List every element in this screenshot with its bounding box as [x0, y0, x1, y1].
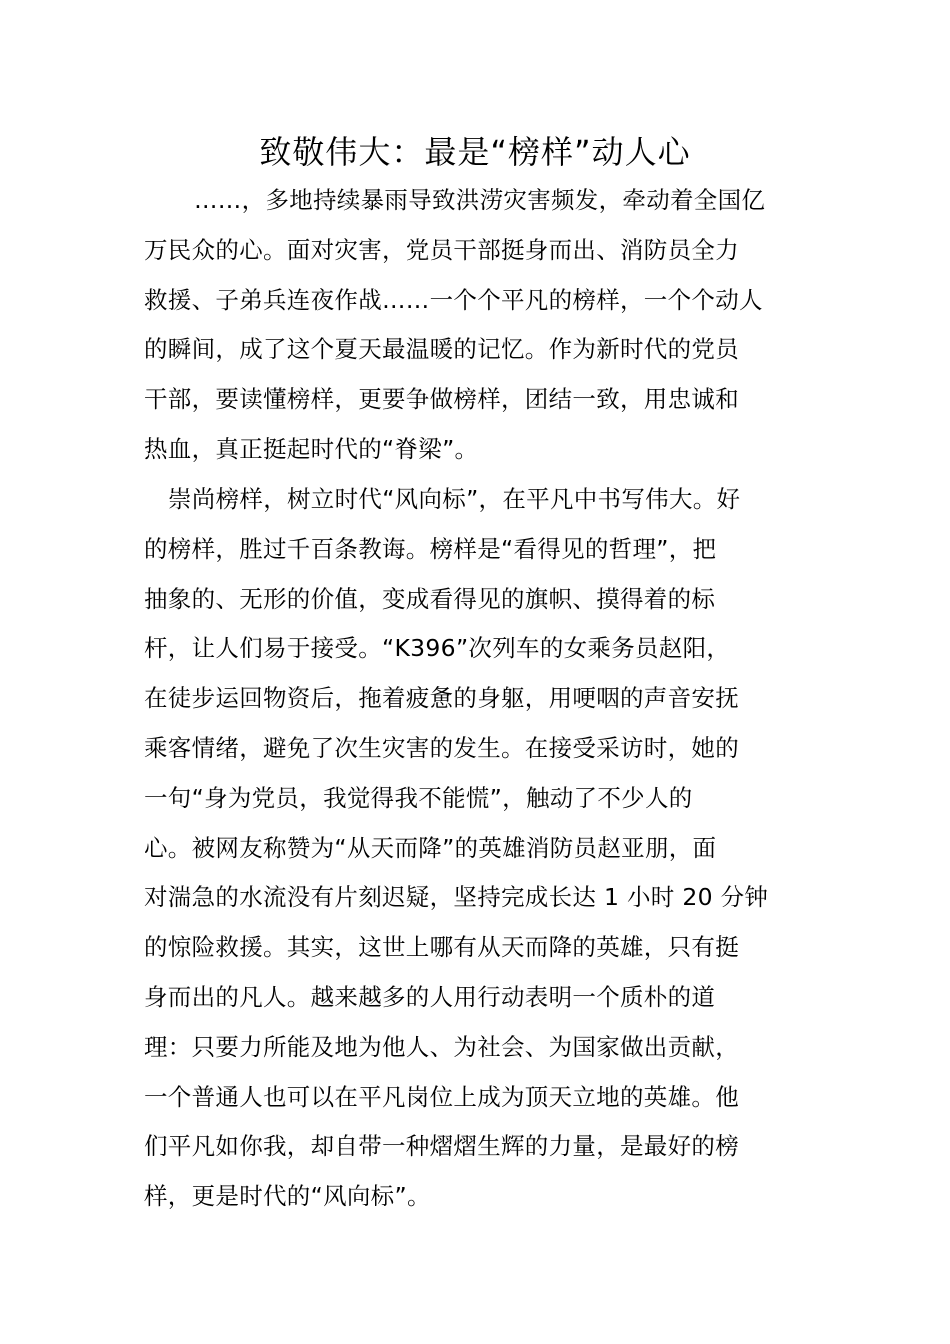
paragraph-line: 一个普通人也可以在平凡岗位上成为顶天立地的英雄。他 — [144, 1082, 739, 1111]
paragraph-line: 在徒步运回物资后，拖着疲惫的身躯，用哽咽的声音安抚 — [144, 684, 739, 713]
paragraph-line: 理：只要力所能及地为他人、为社会、为国家做出贡献， — [144, 1032, 739, 1061]
paragraph-line: 杆，让人们易于接受。“K396”次列车的女乘务员赵阳， — [144, 634, 731, 663]
paragraph-line: 乘客情绪，避免了次生灾害的发生。在接受采访时，她的 — [144, 733, 739, 762]
paragraph-2 — [144, 475, 806, 1222]
paragraph-line: 救援、子弟兵连夜作战……一个个平凡的榜样，一个个动人 — [144, 285, 763, 314]
paragraph-line: 干部，要读懂榜样，更要争做榜样，团结一致，用忠诚和 — [144, 385, 739, 414]
paragraph-1 — [144, 176, 806, 475]
paragraph-line: 心。被网友称赞为“从天而降”的英雄消防员赵亚朋，面 — [144, 833, 717, 862]
paragraph-line: 万民众的心。面对灾害，党员干部挺身而出、消防员全力 — [144, 235, 739, 264]
paragraph-line: 的瞬间，成了这个夏天最温暖的记忆。作为新时代的党员 — [144, 335, 739, 364]
paragraph-line: 热血，真正挺起时代的“脊梁”。 — [144, 434, 479, 463]
paragraph-line: 对湍急的水流没有片刻迟疑，坚持完成长达 1 小时 20 分钟 — [144, 883, 769, 912]
paragraph-line: ……，多地持续暴雨导致洪涝灾害频发，牵动着全国亿 — [194, 186, 766, 214]
paragraph-line: 身而出的凡人。越来越多的人用行动表明一个质朴的道 — [144, 982, 716, 1011]
paragraph-line: 抽象的、无形的价值，变成看得见的旗帜、摸得着的标 — [144, 584, 716, 613]
document-title: 致敬伟大：最是“榜样”动人心 — [259, 133, 691, 171]
paragraph-line: 们平凡如你我，却自带一种熠熠生辉的力量，是最好的榜 — [144, 1132, 739, 1161]
paragraph-line: 的惊险救援。其实，这世上哪有从天而降的英雄，只有挺 — [144, 933, 739, 962]
paragraph-line: 一句“身为党员，我觉得我不能慌”，触动了不少人的 — [144, 783, 693, 812]
paragraph-line: 样，更是时代的“风向标”。 — [144, 1182, 431, 1211]
paragraph-line: 崇尚榜样，树立时代“风向标”，在平凡中书写伟大。好 — [168, 485, 741, 513]
paragraph-line: 的榜样，胜过千百条教诲。榜样是“看得见的哲理”，把 — [144, 534, 717, 563]
